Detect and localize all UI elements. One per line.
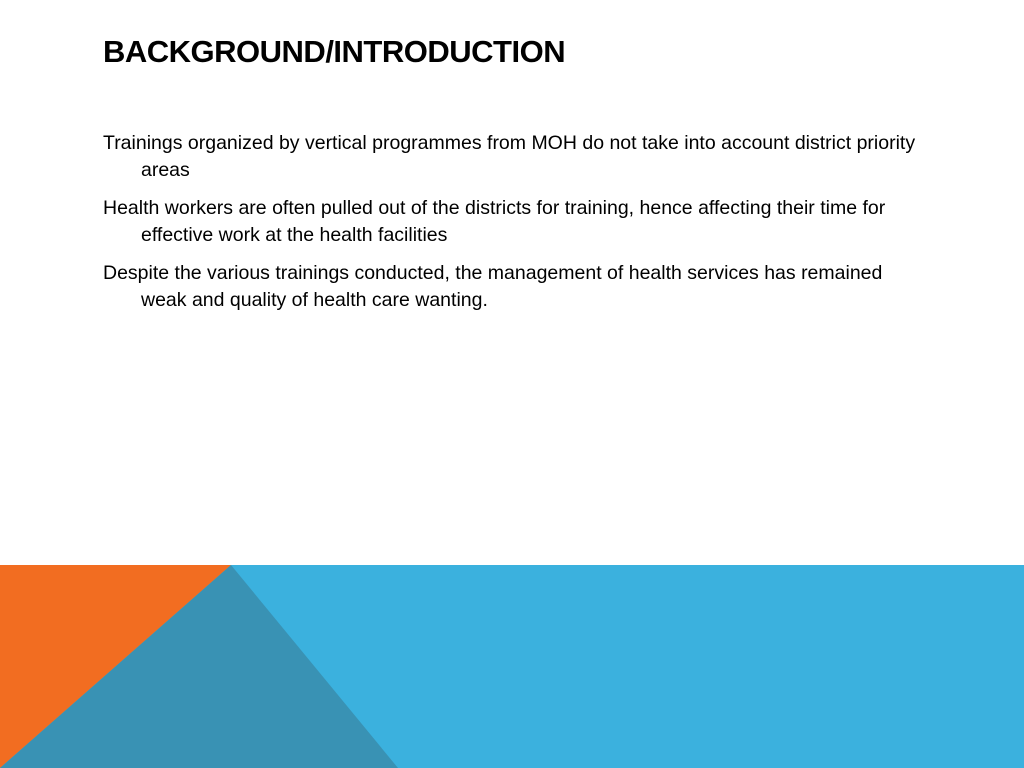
bullet-item: Health workers are often pulled out of the districts for training, hence affecting their time for effective work at the health facilities (103, 197, 886, 246)
bullet-list (103, 130, 923, 325)
slide-title: BACKGROUND/INTRODUCTION (103, 34, 566, 69)
bullet-item: Trainings organized by vertical programmes from MOH do not take into account district priority areas (103, 132, 916, 181)
bullet-item: Despite the various trainings conducted, the management of health services has remained weak and quality of health care wanting. (103, 262, 883, 311)
decorative-footer-shapes (0, 565, 1024, 768)
